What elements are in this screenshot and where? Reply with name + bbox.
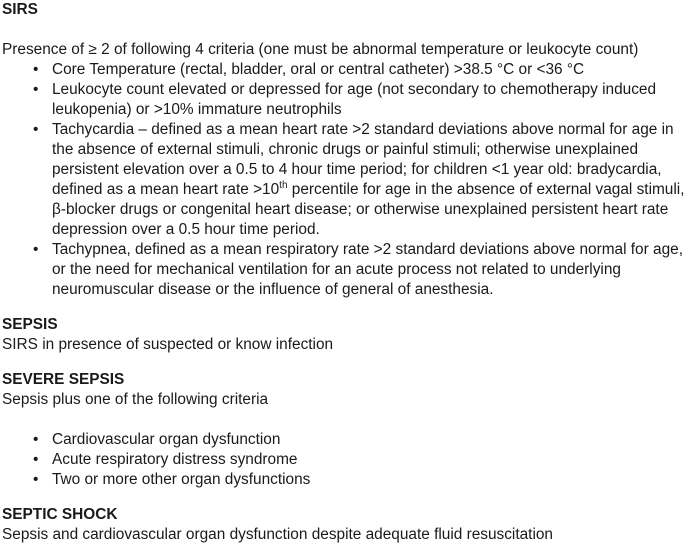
criterion-cardiovascular: Cardiovascular organ dysfunction [52, 431, 281, 448]
severe-sepsis-criteria-list [2, 430, 689, 490]
sepsis-definition: SIRS in presence of suspected or know infection [2, 336, 334, 353]
bullet-icon: • [33, 451, 39, 468]
criterion-leukocyte: Leukocyte count elevated or depressed for age (not secondary to chemotherapy induced leukopenia) or >10% immature neutrophils [52, 81, 657, 118]
bullet-icon: • [33, 61, 39, 78]
criterion-organ-dysfunctions: Two or more other organ dysfunctions [52, 471, 311, 488]
septic-shock-heading: SEPTIC SHOCK [2, 506, 118, 523]
list-item [2, 450, 689, 470]
criterion-tachycardia-part1: Tachycardia – defined as a mean heart rate >2 standard deviations above normal for age in the absence of external stimuli, chronic drugs or painful stimuli; otherwise unexplained persistent elevation over a 0.5 to 4 hour time period; for children <1 year old: bradycardia, defined as a mean heart rate >10 [52, 121, 674, 198]
sirs-criteria-list [2, 60, 689, 300]
list-item [2, 120, 689, 240]
criterion-ards: Acute respiratory distress syndrome [52, 451, 298, 468]
criterion-temperature: Core Temperature (rectal, bladder, oral or central catheter) >38.5 °C or <36 °C [52, 61, 585, 78]
list-item [2, 60, 689, 80]
bullet-icon: • [33, 81, 39, 98]
bullet-icon: • [33, 121, 39, 138]
septic-shock-definition: Sepsis and cardiovascular organ dysfunction despite adequate fluid resuscitation [2, 526, 553, 543]
list-item [2, 470, 689, 490]
sirs-heading: SIRS [2, 1, 38, 18]
criterion-tachycardia-part2: percentile for age in the absence of external vagal stimuli, β-blocker drugs or congenital heart disease; or otherwise unexplained persistent heart rate depression over a 0.5 hour time period. [52, 181, 685, 238]
severe-sepsis-definition: Sepsis plus one of the following criteria [2, 391, 269, 408]
bullet-icon: • [33, 471, 39, 488]
sirs-intro: Presence of ≥ 2 of following 4 criteria (one must be abnormal temperature or leukocyte count) [2, 41, 639, 58]
criterion-tachypnea: Tachypnea, defined as a mean respiratory rate >2 standard deviations above normal for age, or the need for mechanical ventilation for an acute process not related to underlying neuromuscular disease or the influence of general of anesthesia. [52, 241, 683, 298]
bullet-icon: • [33, 431, 39, 448]
sepsis-heading: SEPSIS [2, 316, 58, 333]
superscript-th: th [279, 179, 288, 191]
list-item [2, 430, 689, 450]
severe-sepsis-heading: SEVERE SEPSIS [2, 371, 125, 388]
list-item [2, 80, 689, 120]
bullet-icon: • [33, 241, 39, 258]
list-item [2, 240, 689, 300]
